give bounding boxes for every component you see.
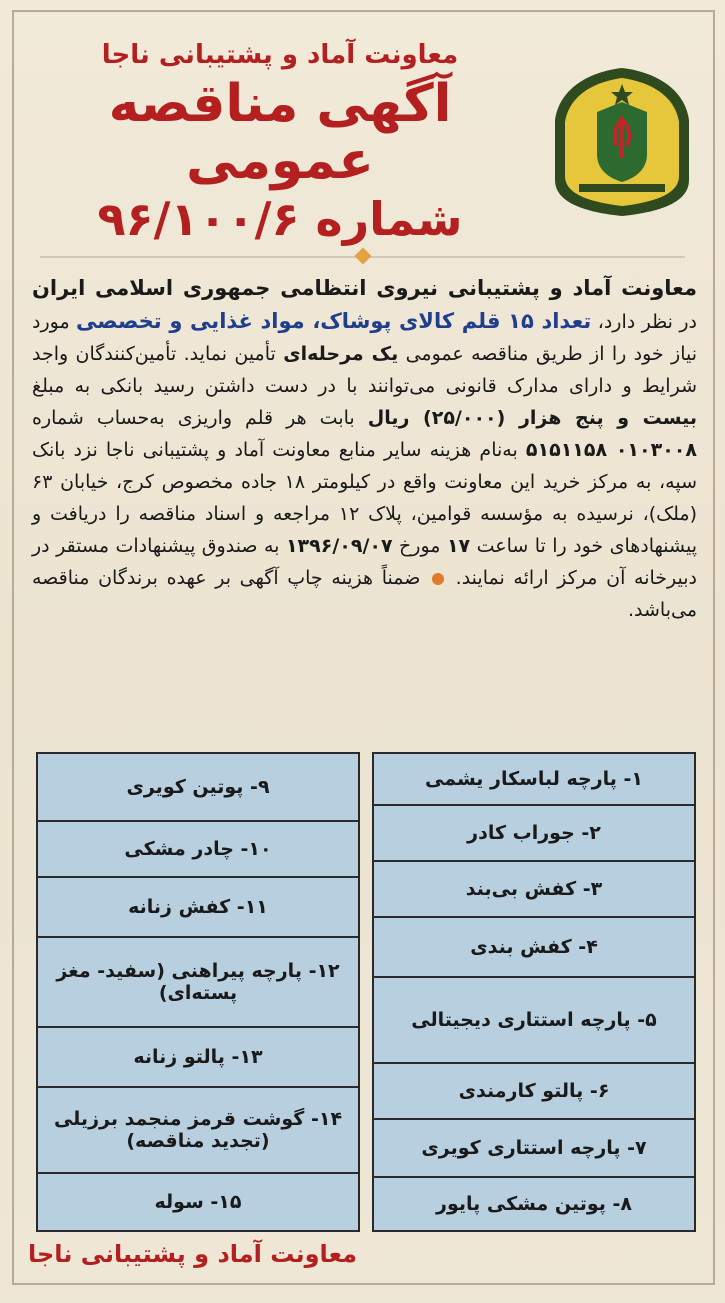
items-column-right (372, 752, 696, 1232)
list-item: ۱۴- گوشت قرمز منجمد برزیلی (تجدید مناقصه) (38, 1088, 358, 1174)
list-item: ۴- کفش بندی (374, 918, 694, 978)
body-items-summary: تعداد ۱۵ قلم کالای پوشاک، مواد غذایی و تخصصی (76, 309, 592, 333)
body-line-3a: مورد نیاز خود را از طریق مناقصه عمومی (32, 311, 698, 365)
body-line-6b: به صندوق پیشنهادات مستقر در دبیرخانه آن مرکز ارائه نمایند. (32, 535, 697, 589)
body-line-4: تأمین‌کنندگان واجد شرایط و دارای مدارک قانونی می‌توانند با در دست داشتن رسید بانکی به مبلغ (32, 343, 697, 397)
list-item: ۱۲- پارچه پیراهنی (سفید- مغز پسته‌ای) (38, 938, 358, 1028)
body-line-1: معاونت آماد و پشتیبانی نیروی انتظامی جمهوری اسلامی ایران (32, 276, 697, 300)
header-divider (40, 252, 685, 262)
ad-number: شماره ۹۶/۱۰۰/۶ (97, 192, 463, 247)
org-name-top: معاونت آماد و پشتیبانی ناجا (101, 40, 459, 70)
items-table (36, 752, 696, 1232)
items-column-left (36, 752, 360, 1232)
body-line-2a: در نظر دارد، (597, 311, 697, 333)
list-item: ۸- پوتین مشکی پایور (436, 1193, 632, 1215)
ad-header (20, 28, 540, 245)
list-item: ۷- پارچه استتاری کویری (374, 1120, 694, 1178)
body-line-5b: به‌نام هزینه سایر منابع معاونت آماد و پشتیبانی ناجا نزد بانک سپه، به مرکز خرید این معاونت واقع در کیلومتر ۱۸ جاده مخصوص کرج، خیابان ۶۳ (ملک)، نرسیده به مؤسسه قوامین، پلاک ۱۲ مراجعه و اسناد مناقصه را دریافت و پیشنهادهای خود را تا ساعت (32, 439, 698, 557)
body-account-number: ۰۱۰۳۰۰۸ ۵۱۵۱۱۵۸ (525, 439, 698, 461)
body-hour: ۱۷ (446, 535, 471, 557)
ad-body (32, 272, 697, 626)
police-emblem-icon (549, 62, 695, 220)
ad-title: آگهی مناقصه عمومی (108, 74, 452, 192)
list-item: ۱- پارچه لباسکار یشمی (374, 754, 694, 806)
list-item: ۲- جوراب کادر (374, 806, 694, 862)
body-line-3c: تأمین نماید. (183, 343, 276, 365)
list-item: ۱۰- چادر مشکی (38, 822, 358, 878)
list-item: ۵- پارچه استتاری دیجیتالی (374, 978, 694, 1064)
body-line-5a: بابت هر قلم واریزی به‌حساب شماره (32, 407, 355, 429)
body-line-6a: مورخ (399, 535, 441, 557)
body-tender-type: یک مرحله‌ای (283, 343, 399, 365)
list-item: ۱۱- کفش زنانه (38, 878, 358, 938)
footer-org-name: معاونت آماد و پشتیبانی ناجا (28, 1240, 357, 1268)
bullet-icon (432, 573, 444, 585)
list-item: ۹- پوتین کویری (38, 754, 358, 822)
body-amount: بیست و پنج هزار (۲۵/۰۰۰) ریال (367, 407, 697, 429)
list-item: ۱۵- سوله (154, 1191, 242, 1213)
list-item: ۳- کفش بی‌بند (374, 862, 694, 918)
body-date: ۱۳۹۶/۰۹/۰۷ (285, 535, 393, 557)
list-item: ۶- پالتو کارمندی (374, 1064, 694, 1120)
list-item: ۱۳- پالتو زنانه (38, 1028, 358, 1088)
body-line-7: ضمناً هزینه چاپ آگهی بر عهده برندگان مناقصه می‌باشد. (32, 567, 697, 621)
